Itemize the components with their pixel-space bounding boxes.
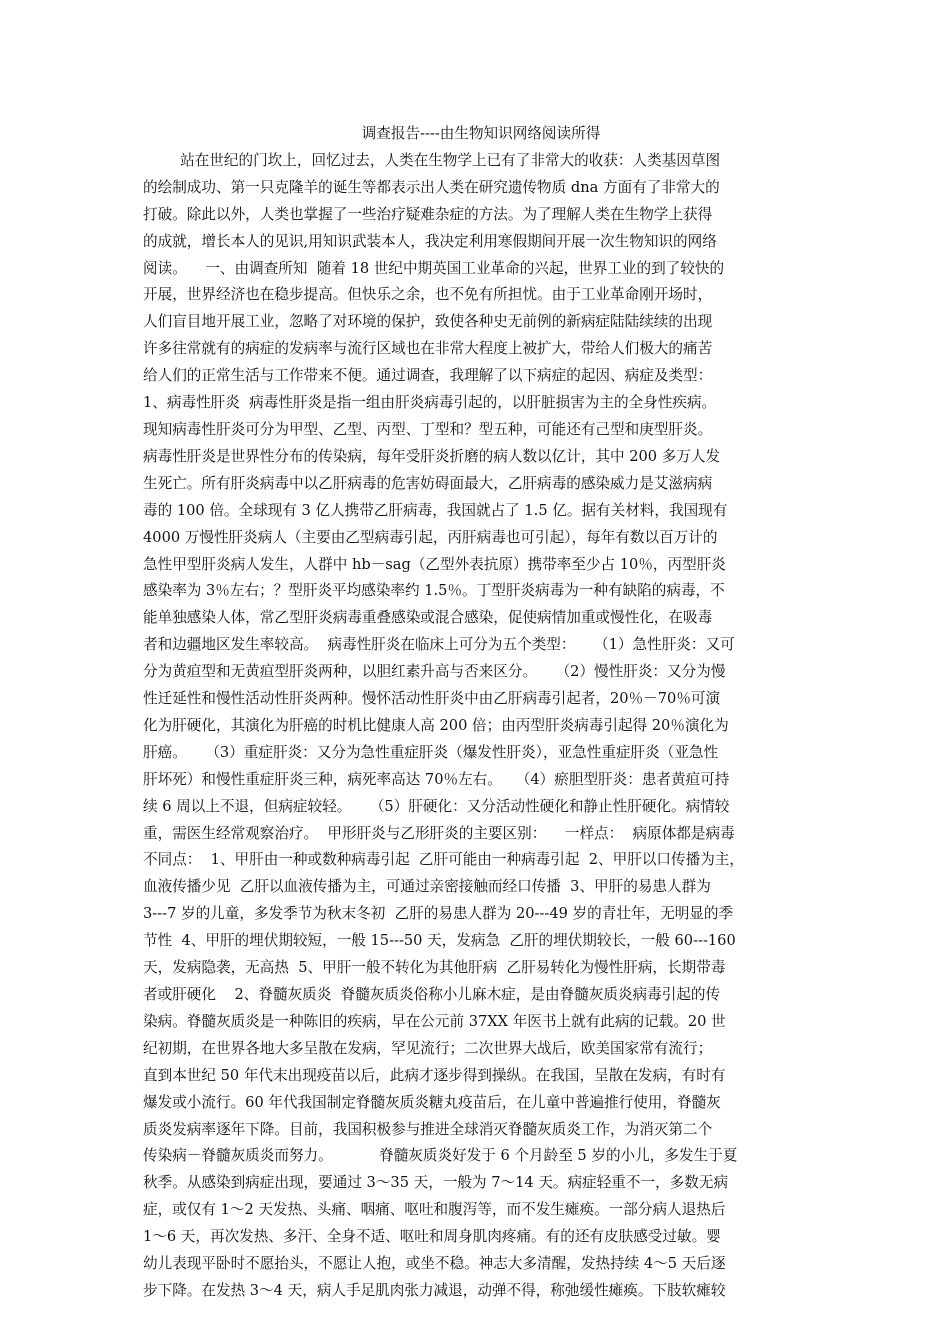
text-line: 病毒性肝炎是世界性分布的传染病，每年受肝炎折磨的病人数以亿计，其中 200 多万人发 (143, 447, 721, 465)
text-line: 质炎发病率逐年下降。目前，我国积极参与推进全球消灭脊髓灰质炎工作，为消灭第二个 (143, 1120, 713, 1138)
text-line: 续 6 周以上不退，但病症较轻。 （5）肝硬化：又分活动性硬化和静止性肝硬化。病情较 (143, 797, 730, 815)
text-line: 急性甲型肝炎病人发生，人群中 hb－sag（乙型外表抗原）携带率至少占 10％，丙型肝炎 (143, 555, 726, 573)
document-title: 调查报告----由生物知识网络阅读所得 (361, 125, 601, 142)
text-line: 4000 万慢性肝炎病人（主要由乙型病毒引起，丙肝病毒也可引起），每年有数以百万计的 (143, 528, 718, 546)
text-line: 节性 4、甲肝的埋伏期较短，一般 15---50 天，发病急 乙肝的埋伏期较长，一般 60---160 (143, 932, 736, 950)
text-line: 阅读。 一、由调查所知 随着 18 世纪中期英国工业革命的兴起，世界工业的到了较快的 (143, 259, 725, 277)
text-line: 者和边疆地区发生率较高。 病毒性肝炎在临床上可分为五个类型： （1）急性肝炎：又可 (143, 636, 735, 654)
text-line: 肝坏死）和慢性重症肝炎三种，病死率高达 70％左右。 （4）瘀胆型肝炎：患者黄疸可持 (143, 770, 730, 788)
text-line: 感染率为 3％左右；？型肝炎平均感染率约 1.5％。丁型肝炎病毒为一种有缺陷的病毒，不 (143, 582, 725, 600)
text-line: 秋季。从感染到病症出现，要通过 3～35 天，一般为 7～14 天。病症轻重不一，多数无病 (143, 1174, 729, 1192)
text-line: 分为黄疸型和无黄疸型肝炎两种，以胆红素升高与否来区分。 （2）慢性肝炎：又分为慢 (143, 663, 726, 681)
text-line: 幼儿表现平卧时不愿抬头，不愿让人抱，或坐不稳。神志大多清醒，发热持续 4～5 天后逐 (143, 1255, 726, 1273)
text-line: 开展，世界经济也在稳步提高。但快乐之余，也不免有所担忧。由于工业革命刚开场时， (143, 286, 713, 304)
text-line: 的绘制成功、第一只克隆羊的诞生等都表示出人类在研究遗传物质 dna 方面有了非常大的 (143, 178, 720, 196)
text-line: 重，需医生经常观察治疗。 甲形肝炎与乙形肝炎的主要区别： 一样点： 病原体都是病毒 (143, 824, 735, 842)
text-line: 传染病－脊髓灰质炎而努力。 脊髓灰质炎好发于 6 个月龄至 5 岁的小儿，多发生于夏 (143, 1147, 738, 1165)
document-body (143, 148, 815, 1305)
text-line: 纪初期，在世界各地大多呈散在发病，罕见流行；二次世界大战后，欧美国家常有流行； (143, 1039, 713, 1057)
text-line: 毒的 100 倍。全球现有 3 亿人携带乙肝病毒，我国就占了 1.5 亿。据有关材料，我国现有 (143, 501, 728, 519)
text-line: 现知病毒性肝炎可分为甲型、乙型、丙型、丁型和？型五种，可能还有己型和庚型肝炎。 (143, 420, 713, 438)
text-line: 1、病毒性肝炎 病毒性肝炎是指一组由肝炎病毒引起的，以肝脏损害为主的全身性疾病。 (143, 394, 717, 412)
text-line: 症，或仅有 1～2 天发热、头痛、咽痛、呕吐和腹泻等，而不发生瘫痪。一部分病人退热后 (143, 1201, 726, 1219)
text-line: 染病。脊髓灰质炎是一种陈旧的疾病，早在公元前 37XX 年医书上就有此病的记载。20 世 (143, 1012, 726, 1030)
text-line: 3---7 岁的儿童，多发季节为秋末冬初 乙肝的易患人群为 20---49 岁的青壮年，无明显的季 (143, 905, 734, 923)
text-line: 者或肝硬化 2、脊髓灰质炎 脊髓灰质炎俗称小儿麻木症，是由脊髓灰质炎病毒引起的传 (143, 986, 721, 1003)
text-line: 化为肝硬化，其演化为肝癌的时机比健康人高 200 倍；由丙型肝炎病毒引起得 20％演化为 (143, 716, 729, 734)
document-page (143, 121, 815, 1305)
text-line: 爆发或小流行。60 年代我国制定脊髓灰质炎糖丸疫苗后，在儿童中普遍推行使用，脊髓灰 (143, 1093, 721, 1111)
text-line: 的成就，增长本人的见识,用知识武装本人，我决定利用寒假期间开展一次生物知识的网络 (143, 232, 717, 250)
text-line: 不同点： 1、甲肝由一种或数种病毒引起 乙肝可能由一种病毒引起 2、甲肝以口传播为主， (143, 851, 744, 869)
text-line: 许多往常就有的病症的发病率与流行区域也在非常大程度上被扩大，带给人们极大的痛苦 (143, 340, 713, 358)
text-line: 给人们的正常生活与工作带来不便。通过调查，我理解了以下病症的起因、病症及类型： (143, 367, 713, 385)
text-line: 打破。除此以外，人类也掌握了一些治疗疑难杂症的方法。为了理解人类在生物学上获得 (143, 205, 713, 223)
text-line: 天，发病隐袭，无高热 5、甲肝一般不转化为其他肝病 乙肝易转化为慢性肝病，长期带毒 (143, 959, 726, 977)
text-line: 性迁延性和慢性活动性肝炎两种。慢怀活动性肝炎中由乙肝病毒引起者，20％－70％可演 (143, 690, 721, 708)
text-line: 步下降。在发热 3～4 天，病人手足肌肉张力减退，动弹不得，称弛缓性瘫痪。下肢软瘫较 (143, 1281, 726, 1299)
text-line: 人们盲目地开展工业，忽略了对环境的保护，致使各种史无前例的新病症陆陆续续的出现 (143, 313, 713, 331)
text-line: 能单独感染人体，常乙型肝炎病毒重叠感染或混合感染，促使病情加重或慢性化，在吸毒 (143, 609, 713, 627)
text-line: 肝癌。 （3）重症肝炎：又分为急性重症肝炎（爆发性肝炎），亚急性重症肝炎（亚急性 (143, 743, 719, 761)
text-line: 血液传播少见 乙肝以血液传播为主，可通过亲密接触而经口传播 3、甲肝的易患人群为 (143, 878, 711, 896)
text-line: 站在世纪的门坎上，回忆过去，人类在生物学上已有了非常大的收获：人类基因草图 (143, 151, 721, 169)
text-line: 1～6 天，再次发热、多汗、全身不适、呕吐和周身肌肉疼痛。有的还有皮肤感受过敏。婴 (143, 1228, 721, 1246)
text-line: 直到本世纪 50 年代末出现疫苗以后，此病才逐步得到操纵。在我国，呈散在发病，有时有 (143, 1066, 726, 1084)
text-line: 生死亡。所有肝炎病毒中以乙肝病毒的危害妨碍面最大，乙肝病毒的感染威力是艾滋病病 (143, 474, 713, 492)
